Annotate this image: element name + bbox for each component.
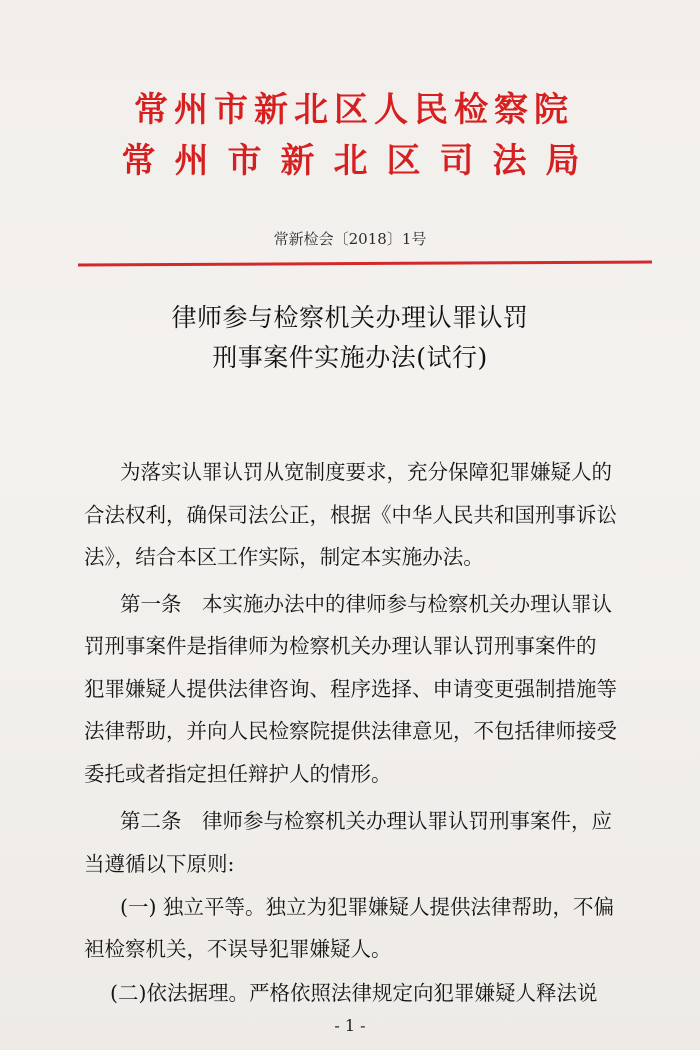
article-1-line: 委托或者指定担任辩护人的情形。 [84, 762, 392, 786]
article-1-line: 第一条 本实施办法中的律师参与检察机关办理认罪认 [120, 592, 612, 616]
body-text-line: 合法权利，确保司法公正，根据《中华人民共和国刑事诉讼 [84, 503, 617, 527]
article-1-line: 法律帮助，并向人民检察院提供法律意见，不包括律师接受 [84, 719, 617, 743]
article-1-line: 犯罪嫌疑人提供法律咨询、程序选择、申请变更强制措施等 [84, 677, 617, 701]
body-text-line: 法》，结合本区工作实际，制定本实施办法。 [84, 545, 484, 569]
article-1-line: 罚刑事案件是指律师为检察机关办理认罪认罚刑事案件的 [84, 634, 597, 658]
principle-2-line: (二)依法据理。严格依照法律规定向犯罪嫌疑人释法说 [110, 981, 598, 1005]
article-2-line: 当遵循以下原则: [84, 852, 235, 876]
principle-1-line: (一) 独立平等。独立为犯罪嫌疑人提供法律帮助，不偏 [120, 895, 615, 919]
body-text-line: 为落实认罪认罚从宽制度要求，充分保障犯罪嫌疑人的 [120, 460, 612, 484]
issuing-authority-justice-bureau: 常州市新北区司法局 [121, 141, 599, 181]
article-2-line: 第二条 律师参与检察机关办理认罪认罚刑事案件，应 [120, 809, 612, 833]
document-number: 常新检会〔2018〕1号 [273, 230, 427, 248]
red-separator-line [78, 260, 652, 266]
issuing-authority-procuratorate: 常州市新北区人民检察院 [134, 90, 574, 130]
page-number: - 1 - [334, 1016, 366, 1035]
document-title-line-2: 刑事案件实施办法(试行) [212, 343, 488, 372]
principle-1-line: 袒检察机关，不误导犯罪嫌疑人。 [84, 937, 392, 961]
document-title-line-1: 律师参与检察机关办理认罪认罚 [171, 303, 529, 332]
